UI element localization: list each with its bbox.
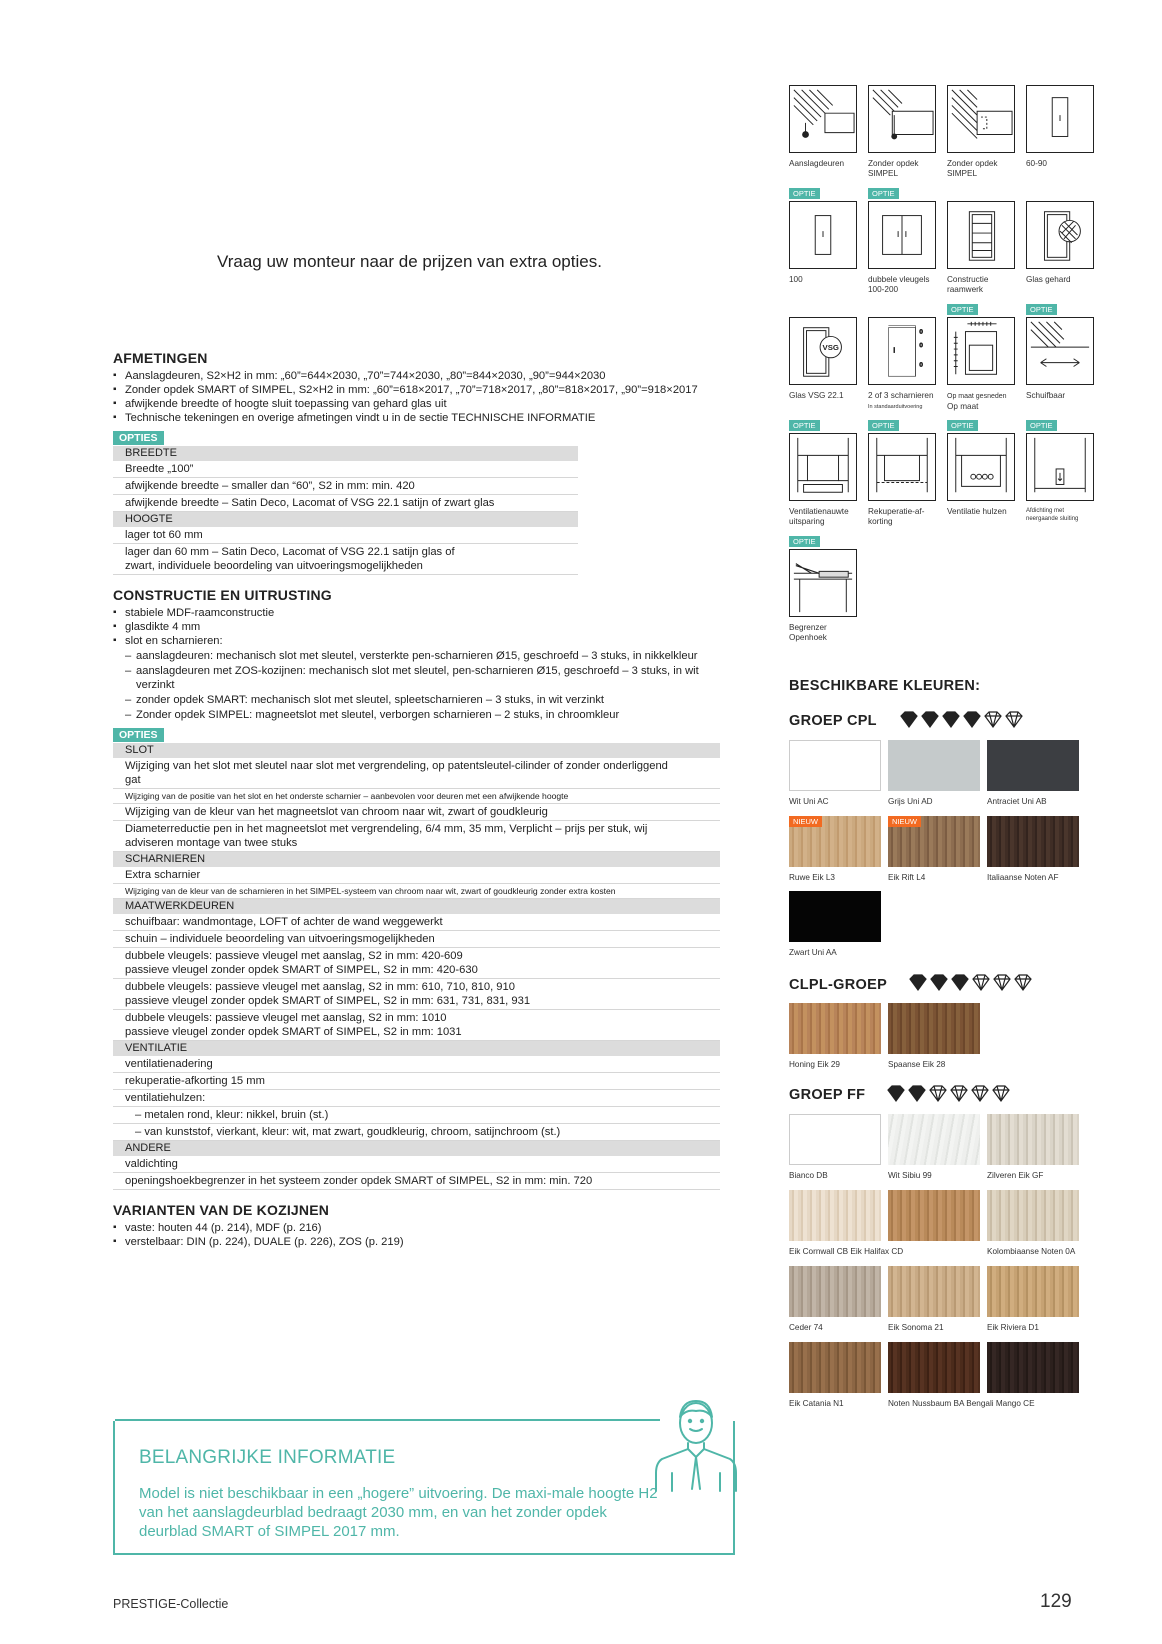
table-row: valdichting xyxy=(113,1156,720,1173)
icon-scharnieren: 0 0 0 2 of 3 scharnieren In standaarduitvoering xyxy=(868,317,936,412)
table-row: afwijkende breedte – smaller dan “60”, S2 in mm: min. 420 xyxy=(113,478,578,495)
icon-glas-gehard: Glas gehard xyxy=(1026,201,1094,285)
table-row: dubbele vleugels: passieve vleugel met aanslag, S2 in mm: 610, 710, 810, 910 xyxy=(125,981,515,993)
swatch-bengali-mango xyxy=(987,1342,1079,1399)
maatwerk-options-table xyxy=(113,899,720,1190)
swatch-ruwe-eik: NIEUW Ruwe Eik L3 xyxy=(789,816,881,882)
opties-badge: OPTIES xyxy=(113,728,164,742)
table-header: BREEDTE xyxy=(113,446,578,461)
table-row: Wijziging van de kleur van het magneetslot van chroom naar wit, zwart of goudkleurig xyxy=(113,804,720,821)
swatch-eik-riviera: Eik Riviera D1 xyxy=(987,1266,1079,1332)
swatch-ceder: Ceder 74 xyxy=(789,1266,881,1332)
table-row: schuifbaar: wandmontage, LOFT of achter de wand weggewerkt xyxy=(113,914,720,931)
diamond-rating-icon xyxy=(886,1085,1010,1106)
table-row: – van kunststof, vierkant, kleur: wit, mat zwart, goudkleurig, chroom, satijnchroom (st.) xyxy=(113,1124,720,1141)
wide-door-icon xyxy=(789,201,857,269)
single-door-icon xyxy=(1026,85,1094,153)
swatch-noten-nussbaum: Noten Nussbaum BA Bengali Mango CE xyxy=(888,1342,980,1408)
list-item: ▪ Technische tekeningen en overige afmetingen vindt u in de sectie TECHNISCHE INFORMATIE xyxy=(113,411,773,425)
icon-begrenzer: OPTIE Begrenzer Openhoek xyxy=(789,549,857,643)
list-item: – Zonder opdek SIMPEL: magneetslot met sleutel, verborgen scharnieren – 2 stuks, in chroomkleur xyxy=(113,708,713,722)
opening-limiter-icon xyxy=(789,549,857,617)
table-row: dubbele vleugels: passieve vleugel met aanslag, S2 in mm: 1010 xyxy=(125,1012,447,1024)
list-item: ▪ verstelbaar: DIN (p. 224), DUALE (p. 226), ZOS (p. 219) xyxy=(113,1235,773,1249)
swatch-italiaanse-noten: Italiaanse Noten AF xyxy=(987,816,1079,882)
section-title-constructie: CONSTRUCTIE EN UITRUSTING xyxy=(113,587,332,603)
table-row: schuin – individuele beoordeling van uitvoeringsmogelijkheden xyxy=(113,931,720,948)
custom-size-icon xyxy=(947,317,1015,385)
table-row: afwijkende breedte – Satin Deco, Lacomat of VSG 22.1 satijn of zwart glas xyxy=(113,495,578,512)
section-title-varianten: VARIANTEN VAN DE KOZIJNEN xyxy=(113,1202,330,1218)
swatch-zilveren-eik: Zilveren Eik GF xyxy=(987,1114,1079,1180)
table-header: VENTILATIE xyxy=(113,1041,720,1057)
table-row: dubbele vleugels: passieve vleugel met aanslag, S2 in mm: 420-609 xyxy=(125,950,463,962)
slot-scharnieren-list xyxy=(113,649,713,722)
options-price-note: Vraag uw monteur naar de prijzen van extra opties. xyxy=(217,252,602,271)
swatch-eik-cornwall: Eik Cornwall CB Eik Halifax CD xyxy=(789,1190,881,1256)
sliding-door-icon xyxy=(1026,317,1094,385)
table-header: MAATWERKDEUREN xyxy=(113,899,720,914)
table-row: – metalen rond, kleur: nikkel, bruin (st.) xyxy=(113,1107,720,1124)
icon-zonder-opdek-2: Zonder opdek SIMPEL xyxy=(947,85,1015,179)
icon-schuifbaar: OPTIE Schuifbaar xyxy=(1026,317,1094,401)
swatch-wit-sibiu: Wit Sibiu 99 xyxy=(888,1114,980,1180)
ventilation-sleeves-icon xyxy=(947,433,1015,501)
table-row: ventilatienadering xyxy=(113,1056,720,1073)
vsg-glass-icon xyxy=(789,317,857,385)
table-header: SCHARNIEREN xyxy=(113,852,720,868)
info-title: BELANGRIJKE INFORMATIE xyxy=(139,1447,396,1468)
svg-text:0: 0 xyxy=(919,329,923,336)
table-row: lager dan 60 mm – Satin Deco, Lacomat of VSG 22.1 satijn glas of zwart, individuele beoordeling van uitvoeringsmogelijkheden xyxy=(113,544,578,575)
table-row: ventilatiehulzen: xyxy=(113,1090,720,1107)
table-row: passieve vleugel zonder opdek SMART of SIMPEL, S2 in mm: 1031 xyxy=(113,1025,720,1041)
ventilation-gap-icon xyxy=(789,433,857,501)
icon-60-90: 60-90 xyxy=(1026,85,1094,169)
table-row: passieve vleugel zonder opdek SMART of SIMPEL, S2 in mm: 631, 731, 831, 931 xyxy=(113,994,720,1010)
icon-constructie-raamwerk: Constructie raamwerk xyxy=(947,201,1015,295)
swatch-spaanse-eik: Spaanse Eik 28 xyxy=(888,1003,980,1069)
swatch-eik-catania: Eik Catania N1 xyxy=(789,1342,881,1408)
list-item: ▪ Aanslagdeuren, S2×H2 in mm: „60”=644×2030, „70”=744×2030, „80”=844×2030, „90”=944×2030 xyxy=(113,369,773,383)
table-row: rekuperatie-afkorting 15 mm xyxy=(113,1073,720,1090)
list-item: ▪ slot en scharnieren: xyxy=(113,634,773,648)
simpel-door-icon xyxy=(868,85,936,153)
icon-op-maat: OPTIE Op maat gesneden Op maat xyxy=(947,317,1015,412)
table-header: HOOGTE xyxy=(113,512,578,528)
important-info-box xyxy=(113,1421,735,1555)
icon-zonder-opdek-1: Zonder opdek SIMPEL xyxy=(868,85,936,179)
icon-dubbele-vleugels: OPTIE dubbele vleugels 100-200 xyxy=(868,201,936,295)
constructie-list xyxy=(113,606,773,648)
table-row: passieve vleugel zonder opdek SMART of SIMPEL, S2 in mm: 420-630 xyxy=(113,963,720,979)
table-row: Wijziging van de kleur van de scharnieren in het SIMPEL-systeem van chroom naar wit, zwart of goudkleurig zonder extra kosten xyxy=(113,884,720,899)
icon-ventilatienauwte: OPTIE Ventilatienauwte uitsparing xyxy=(789,433,857,527)
page-number: 129 xyxy=(1040,1591,1072,1612)
table-row: Extra scharnier xyxy=(113,867,720,884)
icon-afdichting: OPTIE Afdichting met neergaande sluiting xyxy=(1026,433,1094,523)
swatch-eik-rift: NIEUW Eik Rift L4 xyxy=(888,816,980,882)
list-item: – aanslagdeuren: mechanisch slot met sleutel, versterkte pen-scharnieren Ø15, geschroefd – 3 stuks, in nikkelkleur xyxy=(113,649,713,663)
group-title-cpl: GROEP CPL xyxy=(789,713,877,729)
svg-text:0: 0 xyxy=(919,362,923,369)
swatch-zwart-uni: Zwart Uni AA xyxy=(789,891,881,957)
recuperation-icon xyxy=(868,433,936,501)
diamond-rating-icon xyxy=(908,974,1032,995)
hinges-icon xyxy=(868,317,936,385)
tempered-glass-icon xyxy=(1026,201,1094,269)
aanslag-door-icon xyxy=(789,85,857,153)
table-row: openingshoekbegrenzer in het systeem zonder opdek SMART of SIMPEL, S2 in mm: min. 720 xyxy=(113,1173,720,1190)
svg-text:0: 0 xyxy=(919,343,923,350)
table-row: Diameterreductie pen in het magneetslot met vergrendeling, 6/4 mm, 35 mm, Verplicht – prijs per stuk, wij adviseren montage van twee stuks xyxy=(113,821,720,852)
afmetingen-list xyxy=(113,369,773,425)
table-row: Breedte „100” xyxy=(113,461,578,478)
diamond-rating-icon xyxy=(899,711,1023,732)
section-title-afmetingen: AFMETINGEN xyxy=(113,350,208,366)
swatch-grijs-uni: Grijs Uni AD xyxy=(888,740,980,806)
swatch-honing-eik: Honing Eik 29 xyxy=(789,1003,881,1069)
list-item: – aanslagdeuren met ZOS-kozijnen: mechanisch slot met sleutel, pen-scharnieren Ø15, geschroefd – 3 stuks, in wit verzinkt xyxy=(113,664,713,692)
table-row: Wijziging van de positie van het slot en het onderste scharnier – aanbevolen voor deuren met een afwijkende hoogte xyxy=(113,789,720,804)
double-door-icon xyxy=(868,201,936,269)
constructie-options-table xyxy=(113,743,720,899)
table-row: Wijziging van het slot met sleutel naar slot met vergrendeling, op patentsleutel-cilinder of zonder onderliggend gat xyxy=(113,758,720,789)
list-item: ▪ Zonder opdek SMART of SIMPEL, S2×H2 in mm: „60”=618×2017, „70”=718×2017, „80”=818×2017, „90”=918×2017 xyxy=(113,383,773,397)
swatch-kolombiaanse-noten: Kolombiaanse Noten 0A xyxy=(987,1190,1079,1256)
group-title-ff: GROEP FF xyxy=(789,1087,866,1103)
swatch-eik-halifax xyxy=(888,1190,980,1247)
info-text: Model is niet beschikbaar in een „hogere” uitvoering. De maxi-male hoogte H2 van het aanslagdeurblad bedraagt 2030 mm, en van het zonder opdek deurblad SMART of SIMPEL 2017 mm. xyxy=(139,1485,658,1540)
spec-column xyxy=(113,350,773,1249)
frame-construction-icon xyxy=(947,201,1015,269)
afmetingen-options-table xyxy=(113,446,578,575)
icon-glas-vsg: VSG Glas VSG 22.1 xyxy=(789,317,857,401)
table-row: lager tot 60 mm xyxy=(113,527,578,544)
drop-seal-icon xyxy=(1026,433,1094,501)
swatch-eik-sonoma: Eik Sonoma 21 xyxy=(888,1266,980,1332)
footer-collection: PRESTIGE-Collectie xyxy=(113,1597,229,1611)
list-item: ▪ afwijkende breedte of hoogte sluit toepassing van gehard glas uit xyxy=(113,397,773,411)
group-title-clpl: CLPL-GROEP xyxy=(789,977,888,993)
varianten-list xyxy=(113,1221,773,1249)
swatch-antraciet-uni: Antraciet Uni AB xyxy=(987,740,1079,806)
advisor-icon xyxy=(652,1393,740,1497)
table-header: SLOT xyxy=(113,743,720,758)
list-item: ▪ glasdikte 4 mm xyxy=(113,620,773,634)
opties-badge: OPTIES xyxy=(113,431,164,445)
swatch-bianco: Bianco DB xyxy=(789,1114,881,1180)
simpel-door-icon xyxy=(947,85,1015,153)
list-item: – zonder opdek SMART: mechanisch slot met sleutel, spleetscharnieren – 3 stuks, in wit verzinkt xyxy=(113,693,713,707)
colours-title: BESCHIKBARE KLEUREN: xyxy=(789,678,981,694)
table-header: ANDERE xyxy=(113,1141,720,1157)
svg-text:VSG: VSG xyxy=(822,343,839,353)
icon-rekuperatie: OPTIE Rekuperatie-af-korting xyxy=(868,433,936,527)
list-item: ▪ vaste: houten 44 (p. 214), MDF (p. 216) xyxy=(113,1221,773,1235)
list-item: ▪ stabiele MDF-raamconstructie xyxy=(113,606,773,620)
icon-100: OPTIE 100 xyxy=(789,201,857,285)
swatch-wit-uni: Wit Uni AC xyxy=(789,740,881,806)
icon-ventilatie-hulzen: OPTIE Ventilatie hulzen xyxy=(947,433,1015,517)
icon-aanslagdeuren: Aanslagdeuren xyxy=(789,85,857,169)
